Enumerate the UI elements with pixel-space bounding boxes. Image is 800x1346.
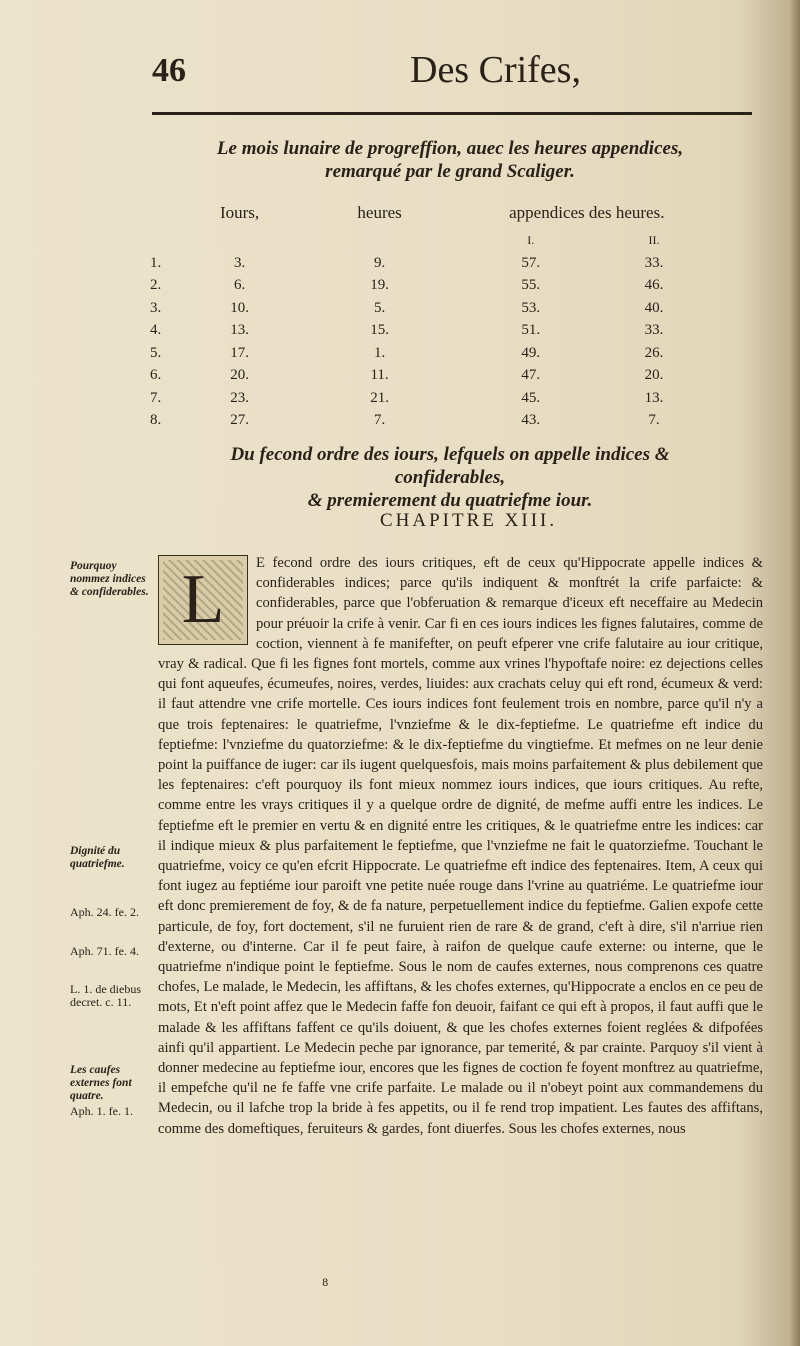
table-row — [150, 365, 710, 388]
cell-iours: 10. — [230, 299, 249, 316]
cell-heures: 5. — [373, 299, 386, 316]
subcol-1: I. — [527, 232, 535, 247]
section-caption-line2: & premierement du quatriefme iour. — [307, 490, 593, 511]
table-caption — [200, 137, 700, 183]
row-number: 2. — [150, 277, 162, 294]
section-caption-line1: Du fecond ordre des iours, lefquels on appelle indices & confiderables, — [230, 444, 670, 488]
margin-note-reference: Aph. 1. fe. 1. — [70, 1104, 133, 1118]
page-edge — [788, 0, 800, 1346]
cell-iours: 27. — [230, 412, 249, 429]
signature-mark: 8 — [322, 1278, 329, 1289]
margin-note-reference: Aph. 71. fe. 4. — [70, 944, 139, 958]
table-row — [150, 252, 710, 275]
cell-iours: 13. — [230, 322, 249, 339]
cell-appendix-1: 51. — [521, 322, 541, 339]
cell-appendix-2: 13. — [644, 389, 664, 406]
margin-note: Les caufes externes font quatre. — [70, 1064, 132, 1102]
cell-appendix-2: 26. — [644, 344, 664, 361]
table-row — [150, 320, 710, 343]
running-title: Des Crifes, — [410, 49, 581, 91]
cell-iours: 3. — [233, 254, 246, 271]
margin-note-reference: L. 1. de diebus decret. c. 11. — [70, 982, 141, 1009]
cell-heures: 9. — [373, 254, 386, 271]
cell-appendix-2: 33. — [644, 254, 664, 271]
cell-appendix-2: 40. — [644, 299, 664, 316]
cell-appendix-1: 47. — [521, 367, 541, 384]
cell-appendix-2: 20. — [644, 367, 664, 384]
margin-note-reference: Aph. 24. fe. 2. — [70, 905, 139, 919]
chapter-heading: CHAPITRE XIII. — [380, 510, 558, 531]
lunar-month-table — [150, 198, 710, 432]
cell-appendix-1: 55. — [521, 277, 541, 294]
table-row — [150, 410, 710, 433]
drop-cap-letter: L — [181, 561, 225, 638]
table-header-row — [150, 198, 710, 228]
cell-heures: 11. — [370, 367, 389, 384]
cell-appendix-1: 45. — [521, 389, 541, 406]
cell-heures: 1. — [373, 344, 386, 361]
row-number: 8. — [150, 412, 162, 429]
cell-appendix-1: 43. — [521, 412, 541, 429]
col-appendices: appendices des heures. — [509, 203, 665, 222]
table-caption-line2: remarqué par le grand Scaliger. — [325, 161, 575, 182]
table-row — [150, 387, 710, 410]
row-number: 4. — [150, 322, 162, 339]
cell-iours: 23. — [230, 389, 249, 406]
cell-appendix-1: 49. — [521, 344, 541, 361]
body-paragraph: E fecond ordre des iours critiques, eft de ceux qu'Hippocrate appelle indices & confiderables indices; parce qu'ils indiquent & monftrét la crife parfaicte: & confiderables, parce que l'obferuation & remarque d'iceux eft neceffaire au Medecin pour préuoir la crife à venir. Car fi en ces iours indices les fignes falutaires, comme de coction, viennent à fe manifefter, on peuft efperer vne crife falutaire au iour critique, vray & radical. Que fi les fignes font mortels, comme aux vrines l'hypoftafe noire: ez dejections celles qui font aqueufes, écumeufes, noires, verdes, liuides: aux crachats celuy qui eft rond, écumeux & verd: il faut attendre vne crife mortelle. Ces iours indices font feulement trois en nombre, parce qu'il n'y a que trois feptenaires: le quatriefme, l'vnziefme & le dix-feptiefme. Le quatriefme eft indice du feptiefme: l'vnziefme du quatorziefme: & le dix-feptiefme du vingtiefme. Et mefmes on ne leur denie point la puiffance de iuger: car ils iugent quelquesfois, mais moins parfaitement & plus debilement que les feptenaires: c'eft pourquoy ils font mieux nommez iours indices, que iours critiques. Au refte, comme entre les vrays critiques il y a quelque ordre de dignité, de mefme auffi entre les indices. Le feptiefme eft le premier en vertu & en dignité entre les critiques, & le quatriefme entre les indices: car il indique mieux & plus parfaitement le feptiefme, que l'vnziefme ne fait le quatorziefme. Touchant le quatriefme, voicy ce qu'en efcrit Hippocrate. Le quatriefme eft indice des feptenaires. Item, A ceux qui font iugez au feptiéme iour paroift vne petite nuée rouge dans l'vrine au quatriéme. Le quatriefme iour eft donc premierement de foy, & de fa nature, perpetuellement indice du feptiefme. Galien expofe cette particule, de foy, fort doctement, s'il ne furuient rien de rare & de grand, c'eft à dire, s'il n'arriue rien d'externe, ou d'interne. Car il fe peut faire, à raifon de quelque caufe externe: ou interne, que le quatriefme n'indique point le feptiefme. Sous le nom de caufes externes, nous comprenons ces quatre chofes, Le malade, le Medecin, les affiftans, & les chofes externes, qu'Hippocrate a enclos en ce peu de mots, Et n'eft point affez que le Medecin faffe fon deuoir, faifant ce qui eft à propos, il faut auffi que le malade & les affiftans faffent ce qu'ils doiuent, & que les chofes externes foient reglées & difpofées ainfi qu'il appartient. Le Medecin peche par ignorance, par temerité, & par crainte. Parquoy s'il vient à donner medecine au feptiefme iour, encores que les fignes de coction fe foyent monftrez au quatriefme, il empefche qu'il ne fe faffe vne crife parfaite. Le malade ou il n'obeyt point aux commandemens du Medecin, ou il lafche trop la bride à fes appetits, ou il fe rend trop impatient. Les fautes des affiftans, comme des domeftiques, feruiteurs & gardes, font diuerfes. Sous les chofes externes, nous — [158, 555, 763, 1137]
cell-appendix-1: 57. — [521, 254, 541, 271]
col-heures: heures — [357, 203, 402, 222]
body-text — [158, 553, 763, 1139]
cell-heures: 7. — [373, 412, 386, 429]
subcol-2: II. — [648, 232, 660, 247]
row-number: 7. — [150, 389, 162, 406]
cell-appendix-2: 46. — [644, 277, 664, 294]
header-rule — [152, 112, 752, 115]
drop-cap — [158, 555, 248, 645]
section-caption — [200, 443, 700, 512]
cell-iours: 6. — [233, 277, 246, 294]
margin-note: Pourquoy nommez indices & confiderables. — [70, 560, 149, 598]
page-number: 46 — [152, 52, 186, 89]
cell-heures: 15. — [370, 322, 389, 339]
row-number: 3. — [150, 299, 162, 316]
margin-note: Dignité du quatriefme. — [70, 845, 125, 870]
cell-iours: 20. — [230, 367, 249, 384]
row-number: 5. — [150, 344, 162, 361]
col-iours: Iours, — [219, 203, 260, 222]
cell-appendix-2: 33. — [644, 322, 664, 339]
cell-iours: 17. — [230, 344, 249, 361]
table-row — [150, 275, 710, 298]
table-caption-line1: Le mois lunaire de progreffion, auec les heures appendices, — [216, 138, 684, 159]
cell-heures: 21. — [370, 389, 389, 406]
cell-appendix-2: 7. — [648, 412, 660, 429]
cell-heures: 19. — [370, 277, 389, 294]
row-number: 1. — [150, 254, 162, 271]
row-number: 6. — [150, 367, 162, 384]
table-row — [150, 297, 710, 320]
cell-appendix-1: 53. — [521, 299, 541, 316]
table-row — [150, 342, 710, 365]
page-header — [152, 48, 752, 98]
table-subheader-row — [150, 228, 710, 252]
